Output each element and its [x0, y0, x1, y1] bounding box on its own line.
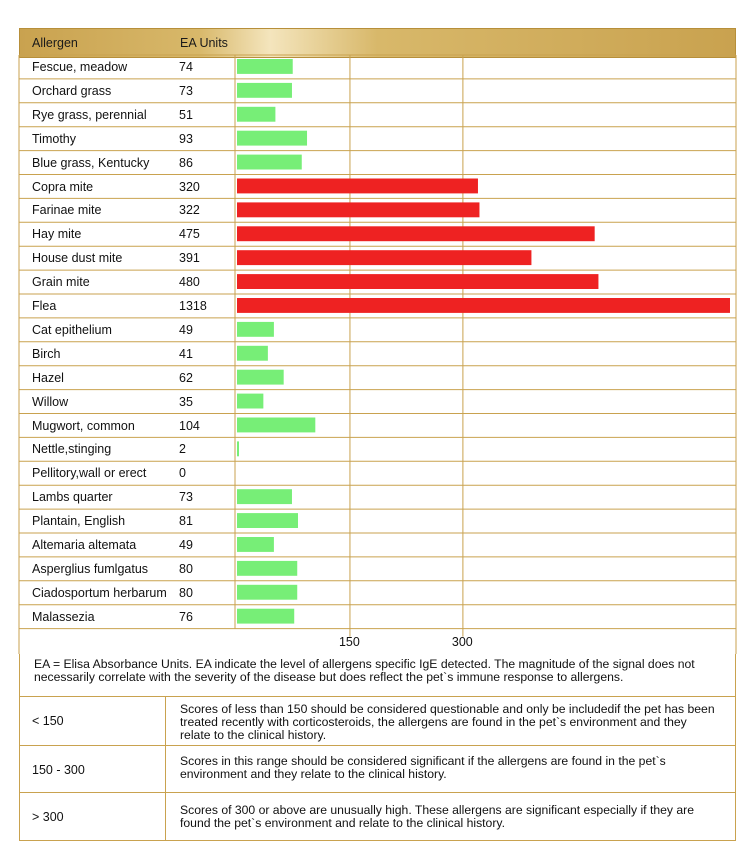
ea-value-label: 76	[179, 609, 193, 624]
bar	[237, 394, 263, 409]
allergen-label: Asperglius fumlgatus	[32, 561, 149, 576]
ea-value-label: 49	[179, 538, 193, 552]
x-tick-label: 150	[338, 634, 360, 649]
ea-value-label: 2	[179, 442, 186, 457]
allergen-label: Plantain, English	[32, 514, 126, 529]
range-key: > 300	[32, 810, 64, 824]
ea-value-label: 320	[179, 179, 200, 194]
bar	[237, 346, 268, 361]
allergen-label: Altemaria altemata	[32, 538, 137, 552]
bar	[237, 418, 315, 433]
bar	[237, 370, 284, 385]
range-row-low	[19, 697, 736, 746]
allergen-label: Malassezia	[32, 609, 95, 624]
range-divider	[165, 793, 166, 840]
bar	[237, 202, 479, 217]
ea-definition-note: EA = Elisa Absorbance Units. EA indicate the level of allergens specific IgE detected. The magnitude of the signal does not necessarily correlate with the severity of the disease but does reflect the pet`s immune response to allergens.	[19, 654, 736, 697]
bar	[237, 513, 298, 528]
range-row-high	[19, 793, 736, 841]
allergen-label: Blue grass, Kentucky	[32, 155, 150, 170]
bar	[237, 441, 239, 456]
bar	[237, 298, 730, 313]
allergen-label: Fescue, meadow	[32, 60, 128, 74]
range-key: < 150	[32, 714, 64, 728]
allergen-label: Lambs quarter	[32, 490, 113, 505]
allergen-label: Orchard grass	[32, 83, 112, 98]
ea-value-label: 480	[179, 275, 200, 290]
allergen-label: Willow	[32, 394, 69, 409]
allergen-column-header: Allergen	[32, 36, 78, 50]
bar	[237, 59, 293, 74]
ea-value-label: 322	[179, 203, 200, 218]
allergen-label: Rye grass, perennial	[32, 107, 147, 122]
x-tick-label: 300	[451, 634, 473, 649]
ea-value-label: 1318	[179, 299, 207, 313]
bar	[237, 107, 275, 122]
allergen-label: Copra mite	[32, 179, 94, 194]
bar	[237, 131, 307, 146]
allergen-label: House dust mite	[32, 251, 123, 266]
bar	[237, 537, 274, 552]
ea-value-label: 49	[179, 322, 193, 337]
ea-value-label: 86	[179, 155, 193, 170]
bar	[237, 226, 595, 241]
bar	[237, 322, 274, 337]
allergen-label: Grain mite	[32, 275, 90, 290]
ea-value-label: 51	[179, 107, 193, 122]
allergen-label: Nettle,stinging	[32, 442, 112, 457]
ea-value-label: 81	[179, 514, 193, 529]
range-description: Scores of less than 150 should be considered questionable and only be includedif the pet has been treated recently with corticosteroids, the allergens are found in the pet`s environment and they relate to the clinical history.	[180, 702, 715, 742]
allergen-label: Timothy	[32, 131, 76, 146]
ea-value-label: 93	[179, 131, 193, 146]
bar	[237, 179, 478, 194]
ea-value-label: 475	[179, 227, 200, 242]
bar	[237, 274, 598, 289]
allergen-label: Ciadosportum herbarum	[32, 585, 167, 600]
range-row-mid	[19, 746, 736, 793]
allergen-label: Birch	[32, 346, 61, 361]
bar	[237, 155, 302, 170]
bar	[237, 585, 297, 600]
ea-units-column-header: EA Units	[180, 36, 228, 50]
bar	[237, 250, 531, 265]
allergen-label: Farinae mite	[32, 203, 102, 218]
bar	[237, 489, 292, 504]
allergen-label: Flea	[32, 299, 57, 313]
allergen-label: Hay mite	[32, 227, 82, 242]
allergen-label: Cat epithelium	[32, 322, 112, 337]
ea-value-label: 73	[179, 83, 193, 98]
range-description: Scores of 300 or above are unusually high. These allergens are significant especially if they are found the pet`s environment and relate to the clinical history.	[180, 803, 694, 830]
ea-value-label: 73	[179, 490, 193, 505]
ea-value-label: 35	[179, 394, 193, 409]
bar	[237, 83, 292, 98]
ea-value-label: 62	[179, 370, 193, 385]
ea-value-label: 74	[179, 60, 193, 74]
range-divider	[165, 697, 166, 745]
allergen-label: Hazel	[32, 370, 64, 385]
ea-value-label: 0	[179, 466, 186, 481]
ea-value-label: 80	[179, 561, 193, 576]
range-key: 150 - 300	[32, 763, 85, 777]
bar	[237, 561, 297, 576]
ea-value-label: 41	[179, 346, 193, 361]
range-description: Scores in this range should be considered significant if the allergens are found in the pet`s environment and they relate to the clinical history.	[180, 754, 666, 781]
bar	[237, 609, 294, 624]
allergen-label: Mugwort, common	[32, 418, 135, 433]
ea-value-label: 391	[179, 251, 200, 266]
ea-value-label: 80	[179, 585, 193, 600]
ea-value-label: 104	[179, 418, 200, 433]
range-divider	[165, 746, 166, 792]
allergen-label: Pellitory,wall or erect	[32, 466, 147, 481]
